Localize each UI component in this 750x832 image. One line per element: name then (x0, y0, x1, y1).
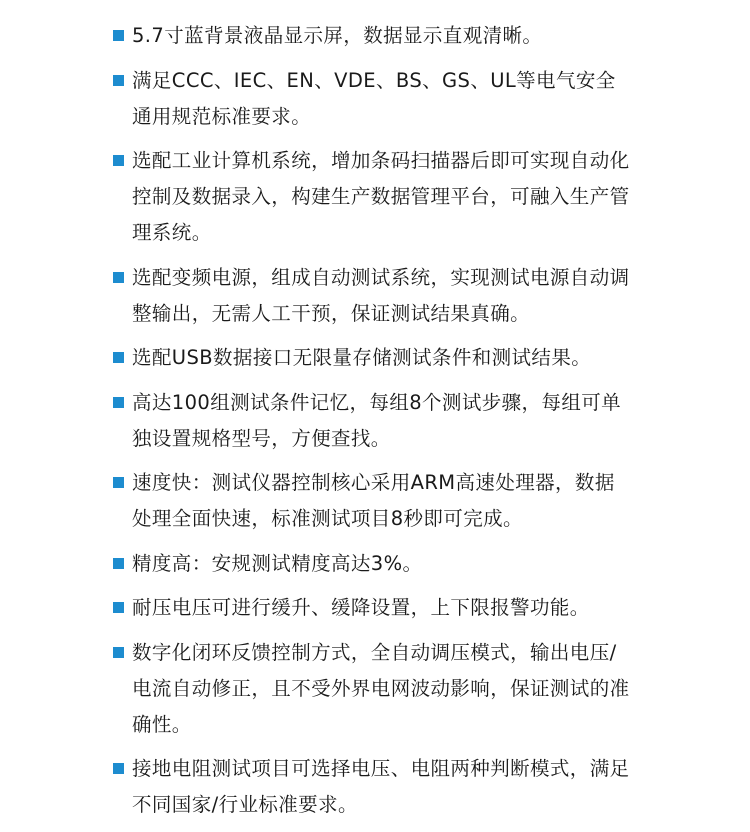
list-item (113, 465, 633, 537)
feature-text: 5.7寸蓝背景液晶显示屏，数据显示直观清晰。 (132, 24, 543, 47)
list-item (113, 63, 633, 135)
square-bullet-icon (113, 272, 124, 283)
list-item (113, 260, 633, 332)
list-item (113, 590, 633, 626)
square-bullet-icon (113, 647, 124, 658)
feature-text: 选配工业计算机系统，增加条码扫描器后即可实现自动化控制及数据录入，构建生产数据管理平台，可融入生产管理系统。 (132, 149, 630, 244)
square-bullet-icon (113, 602, 124, 613)
feature-text: 选配变频电源，组成自动测试系统，实现测试电源自动调整输出，无需人工干预，保证测试结果真确。 (132, 265, 630, 325)
square-bullet-icon (113, 30, 124, 41)
square-bullet-icon (113, 155, 124, 166)
list-item (113, 546, 633, 582)
square-bullet-icon (113, 352, 124, 363)
feature-list (113, 18, 633, 832)
list-item (113, 340, 633, 376)
feature-text: 速度快：测试仪器控制核心采用ARM高速处理器，数据处理全面快速，标准测试项目8秒即可完成。 (132, 471, 615, 530)
feature-text: 高达100组测试条件记忆，每组8个测试步骤，每组可单独设置规格型号，方便查找。 (132, 390, 622, 450)
square-bullet-icon (113, 397, 124, 408)
feature-text: 耐压电压可进行缓升、缓降设置，上下限报警功能。 (132, 596, 590, 619)
square-bullet-icon (113, 477, 124, 488)
list-item (113, 751, 633, 823)
feature-text: 满足CCC、IEC、EN、VDE、BS、GS、UL等电气安全通用规范标准要求。 (132, 68, 616, 128)
list-item (113, 635, 633, 743)
list-item (113, 18, 633, 54)
feature-text: 接地电阻测试项目可选择电压、电阻两种判断模式，满足不同国家/行业标准要求。 (132, 757, 630, 816)
feature-text: 精度高：安规测试精度高达3%。 (132, 551, 423, 575)
feature-text: 选配USB数据接口无限量存储测试条件和测试结果。 (132, 346, 592, 369)
square-bullet-icon (113, 763, 124, 774)
list-item (113, 385, 633, 457)
feature-text: 数字化闭环反馈控制方式，全自动调压模式，输出电压/电流自动修正，且不受外界电网波动影响，保证测试的准确性。 (132, 640, 630, 736)
list-item (113, 143, 633, 251)
square-bullet-icon (113, 75, 124, 86)
square-bullet-icon (113, 558, 124, 569)
